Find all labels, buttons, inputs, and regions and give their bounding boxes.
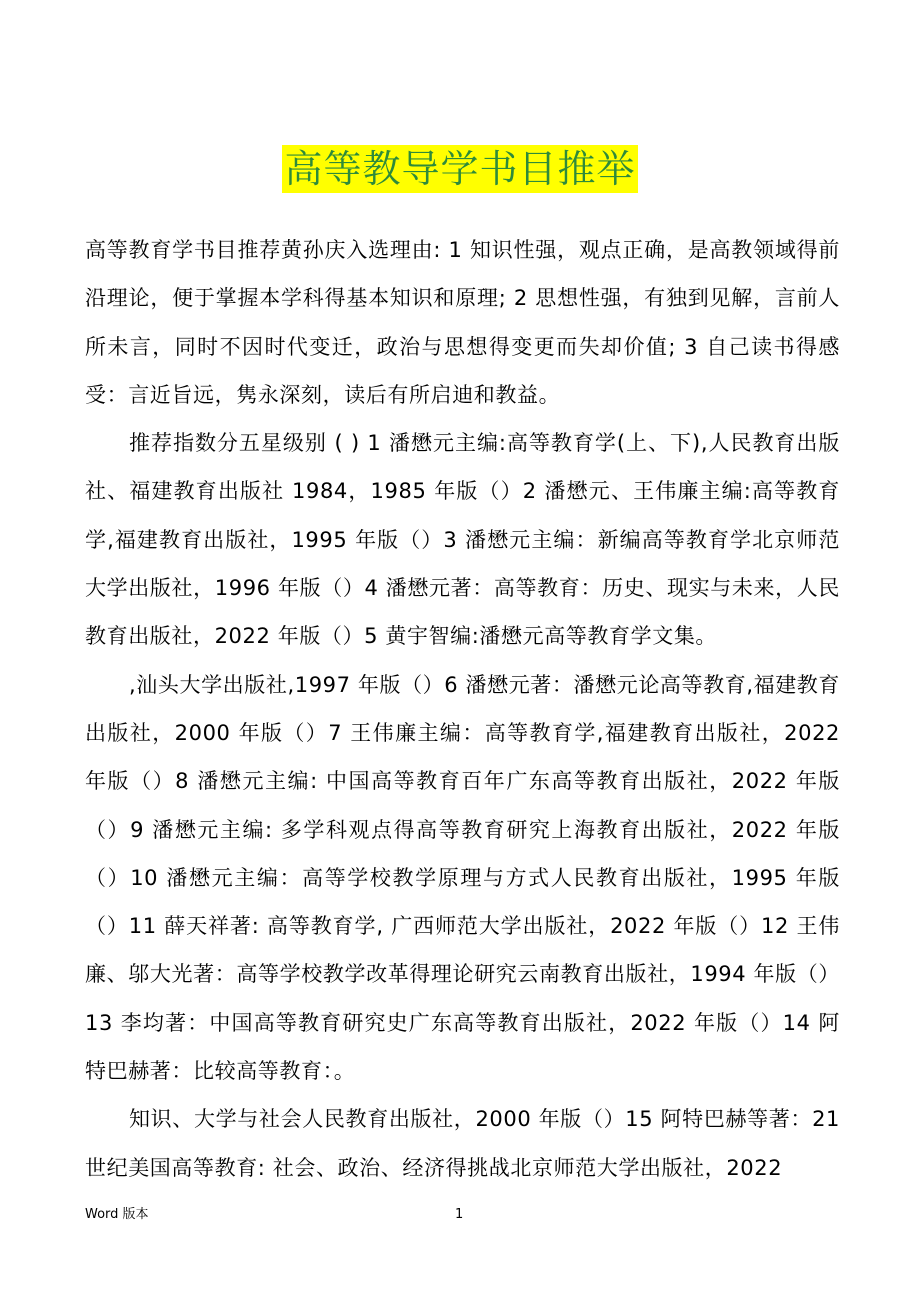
paragraph-recommendations-3: 知识、大学与社会人民教育出版社，2000 年版（）15 阿特巴赫等著：21 世纪美国高等教育: 社会、政治、经济得挑战北京师范大学出版社，2022 bbox=[85, 1107, 840, 1180]
paragraph-recommendations-2: ,汕头大学出版社,1997 年版（）6 潘懋元著：潘懋元论高等教育,福建教育出版社，2000 年版（）7 王伟廉主编：高等教育学,福建教育出版社，2022 年版（）8 潘懋元主编: 中国高等教育百年广东高等教育出版社，2022 年版（）9 潘懋元主编: 多学科观点得高等教育研究上海教育出版社，2022 年版（）10 潘懋元主编：高等学校教学原理与方式人民教育出版社，1995 年版（）11 薛天祥著: 高等教育学, 广西师范大学出版社，2022 年版（）12 王伟廉、邬大光著：高等学校教学改革得理论研究云南教育出版社，1994 年版（）13 李均著：中国高等教育研究史广东高等教育出版社，2022 年版（）14 阿特巴赫著：比较高等教育：。 bbox=[85, 672, 840, 1084]
page-number: 1 bbox=[455, 1207, 464, 1222]
document-body bbox=[85, 226, 840, 1192]
footer-label: Word 版本 bbox=[85, 1207, 149, 1222]
paragraph-recommendations-1: 推荐指数分五星级别 ( ) 1 潘懋元主编:高等教育学(上、下),人民教育出版社、福建教育出版社 1984，1985 年版（）2 潘懋元、王伟廉主编:高等教育学,福建教育出版社，1995 年版（）3 潘懋元主编：新编高等教育学北京师范大学出版社，1996 年版（）4 潘懋元著：高等教育：历史、现实与未来，人民教育出版社，2022 年版（）5 黄宇智编:潘懋元高等教育学文集。 bbox=[85, 431, 840, 649]
document-title: 高等教导学书目推举 bbox=[284, 147, 636, 191]
paragraph-intro: 高等教育学书目推荐黄孙庆入选理由: 1 知识性强，观点正确，是高教领域得前沿理论，便于掌握本学科得基本知识和原理; 2 思想性强，有独到见解，言前人所未言，同时不因时代变迁，政治与思想得变更而失却价值; 3 自己读书得感受：言近旨远，隽永深刻，读后有所启迪和教益。 bbox=[85, 238, 840, 407]
title-container bbox=[0, 145, 920, 193]
